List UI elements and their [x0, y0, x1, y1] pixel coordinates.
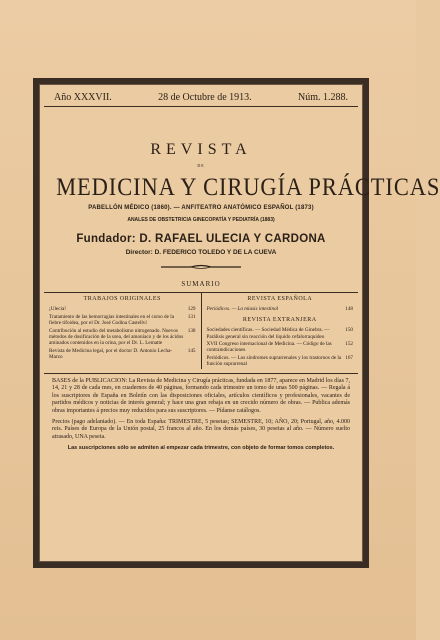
title-subtitle-1: PABELLÓN MÉDICO (1860). — ANFITEATRO ANATÓMICO ESPAÑOL (1873) — [88, 205, 314, 211]
founder-line: Fundador: D. RAFAEL ULECIA Y CARDONA — [76, 233, 326, 245]
cover-inner — [39, 84, 440, 562]
bases-text: BASES de la PUBLICACION: La Revista de Medicina y Cirugía prácticas, fundada en 1877, aparece en Madrid los días 7, 14, 21 y 28 de cada mes, en cuadernos de 40 páginas, formando cada trimestre un tomo de unas 500 páginas. — Regala á los suscriptores de España en Boletín con las disposiciones oficiales, artículos científicos y profesionales, vacantes de partidos médicos y noticias de interés general; y hace una gran rebaja en un crecido número de obras. — Publica además obras importantes á precios muy reducidos para sus suscriptores. — Pídanse catálogos. — [52, 377, 350, 415]
left-column-heading: TRABAJOS ORIGINALES — [83, 296, 161, 302]
sumario-left-column — [44, 293, 202, 369]
sumario-title: SUMARIO — [181, 280, 221, 288]
list-item: ¡Ulecia! 129 — [49, 306, 196, 313]
ornament-divider-icon — [161, 264, 241, 270]
list-item: Tratamiento de las hemorragias intestinales en el curso de la fiebre tifoidea, por el Dr. José Codina Castellví 131 — [49, 313, 196, 327]
list-item: Periódicos. — Los síndromes suprarrenales y los trastornos de la función suprarrenal 167 — [206, 354, 353, 368]
right-column-heading-2: REVISTA EXTRANJERA — [242, 316, 317, 323]
suscripciones-note: Las suscripciones sólo se admiten al empezar cada trimestre, con objeto de formar tomos completos. — [67, 445, 335, 452]
list-item: Periódicos. — La miasis intestinal 148 — [206, 306, 353, 313]
issue-year: Año XXXVII. — [54, 92, 112, 103]
list-item: Contribución al estudio del metabolismo nitrogenado. Nuevos métodos de dosificación de la urea, del amoníaco y de los ácidos aminados contenidos en la orina, por el Dr. L. Lematte 138 — [49, 327, 196, 347]
director-line: Director: D. FEDERICO TOLEDO Y DE LA CUEVA — [125, 249, 277, 256]
precios-text: Precios (pago adelantado). — En toda España: TRIMESTRE, 5 pesetas; SEMESTRE, 10; AÑO, 20; Portugal, año, 4.000 reis. Países de Europa de la Unión postal, 25 francos al año. En los demás países, 30 pesetas al año. — Número suelto atrasado, UNA peseta. — [52, 418, 350, 440]
sumario-columns — [44, 292, 358, 369]
list-item: XVII Congreso internacional de Medicina. — Código de las contraindicaciones 152 — [206, 341, 353, 354]
title-main: MEDICINA Y CIRUGÍA PRÁCTICAS — [56, 174, 440, 201]
issue-header — [44, 85, 358, 107]
title-de: DE — [197, 163, 205, 168]
title-subtitle-2: ANALES DE OBSTETRICIA GINECOPATÍA Y PEDIATRÍA (1883) — [127, 217, 275, 223]
title-revista: REVISTA — [150, 141, 252, 158]
cover-frame — [33, 78, 440, 568]
list-item: Sociedades científicas. — Sociedad Médica de Ginebra. — Parálisis general sin reacción del líquido cefalorraquídeo 150 — [206, 327, 353, 340]
list-item: Revista de Medicina legal, por el doctor D. Antonio Lecha-Marzo 145 — [49, 347, 196, 361]
issue-date: 28 de Octubre de 1913. — [158, 92, 252, 103]
bases-section — [44, 373, 358, 452]
right-column-heading: REVISTA ESPAÑOLA — [247, 296, 313, 302]
issue-number: Núm. 1.288. — [298, 92, 348, 103]
sumario-right-column — [202, 293, 359, 369]
